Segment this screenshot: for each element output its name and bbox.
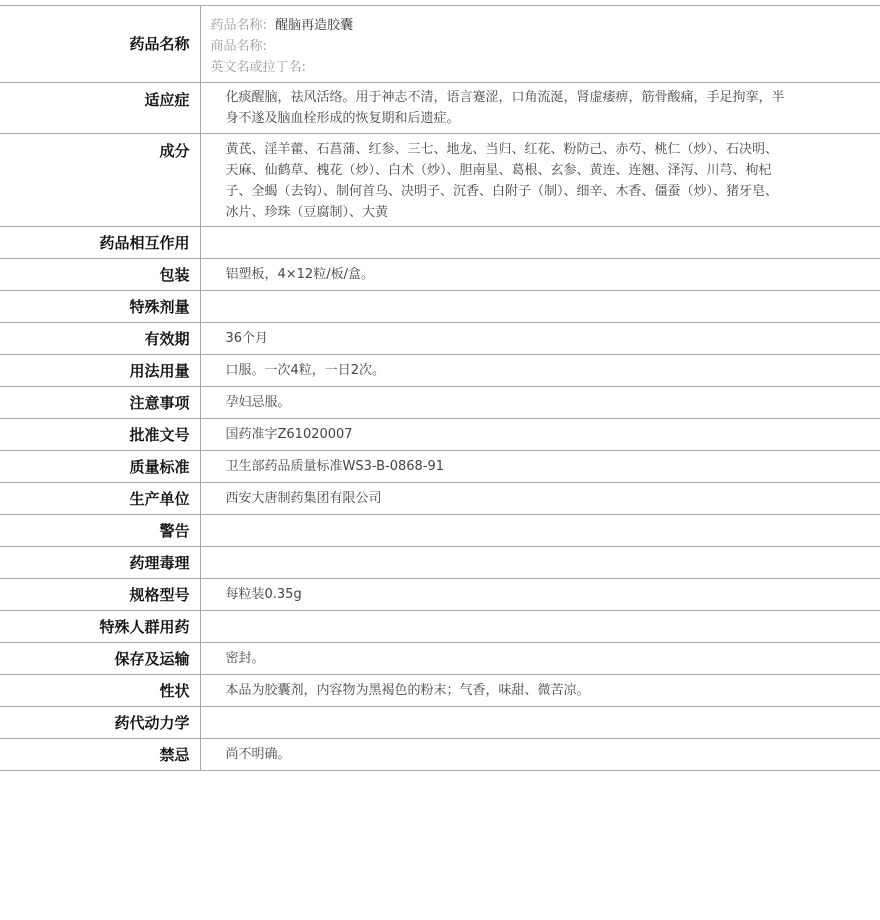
row-label: 药理毒理 bbox=[0, 547, 200, 579]
row-contraindications bbox=[0, 739, 880, 771]
row-description bbox=[0, 675, 880, 707]
row-pharmacokinetics bbox=[0, 707, 880, 739]
row-label: 特殊剂量 bbox=[0, 291, 200, 323]
english-name-line bbox=[211, 57, 789, 78]
row-shelf-life bbox=[0, 323, 880, 355]
row-value bbox=[200, 291, 880, 323]
row-special-dosage bbox=[0, 291, 880, 323]
row-value: 西安大唐制药集团有限公司 bbox=[200, 483, 880, 515]
row-value: 本品为胶囊剂，内容物为黑褐色的粉末；气香，味甜、微苦凉。 bbox=[200, 675, 880, 707]
row-value bbox=[200, 547, 880, 579]
row-value: 36个月 bbox=[200, 323, 880, 355]
row-ingredients bbox=[0, 134, 880, 227]
row-packaging bbox=[0, 259, 880, 291]
row-value: 卫生部药品质量标准WS3-B-0868-91 bbox=[200, 451, 880, 483]
row-value bbox=[200, 611, 880, 643]
row-label: 注意事项 bbox=[0, 387, 200, 419]
row-pharmacology-toxicology bbox=[0, 547, 880, 579]
row-label: 有效期 bbox=[0, 323, 200, 355]
row-label: 用法用量 bbox=[0, 355, 200, 387]
row-value: 口服。一次4粒，一日2次。 bbox=[200, 355, 880, 387]
row-value bbox=[200, 707, 880, 739]
row-interactions bbox=[0, 227, 880, 259]
row-label: 规格型号 bbox=[0, 579, 200, 611]
row-label: 生产单位 bbox=[0, 483, 200, 515]
row-value: 孕妇忌服。 bbox=[200, 387, 880, 419]
drug-name-key: 药品名称: bbox=[210, 18, 267, 33]
drug-name-line bbox=[211, 15, 789, 36]
row-value: 化痰醒脑，祛风活络。用于神志不清，语言蹇涩，口角流涎，肾虚痿痹，筋骨酸痛，手足拘挛，半身不遂及脑血栓形成的恢复期和后遗症。 bbox=[200, 83, 880, 134]
trade-name-key: 商品名称: bbox=[210, 39, 267, 54]
drug-info-table bbox=[0, 5, 880, 771]
row-value: 每粒装0.35g bbox=[200, 579, 880, 611]
trade-name-line bbox=[211, 36, 789, 57]
row-storage-transport bbox=[0, 643, 880, 675]
row-label: 特殊人群用药 bbox=[0, 611, 200, 643]
row-label: 警告 bbox=[0, 515, 200, 547]
row-value: 黄芪、淫羊藿、石菖蒲、红参、三七、地龙、当归、红花、粉防己、赤芍、桃仁（炒）、石决明、天麻、仙鹤草、槐花（炒）、白术（炒）、胆南星、葛根、玄参、黄连、连翘、泽泻、川芎、枸杞子、全蝎（去钩）、制何首乌、决明子、沉香、白附子（制）、细辛、木香、僵蚕（炒）、猪牙皂、冰片、珍珠（豆腐制）、大黄 bbox=[200, 134, 880, 227]
row-label: 性状 bbox=[0, 675, 200, 707]
row-label: 药代动力学 bbox=[0, 707, 200, 739]
row-warning bbox=[0, 515, 880, 547]
row-label: 禁忌 bbox=[0, 739, 200, 771]
row-manufacturer bbox=[0, 483, 880, 515]
row-label: 成分 bbox=[0, 134, 200, 227]
row-approval-number bbox=[0, 419, 880, 451]
row-quality-standard bbox=[0, 451, 880, 483]
row-label: 保存及运输 bbox=[0, 643, 200, 675]
row-usage-dosage bbox=[0, 355, 880, 387]
drug-name-value: 醒脑再造胶囊 bbox=[275, 18, 354, 33]
row-label: 适应症 bbox=[0, 83, 200, 134]
row-value bbox=[200, 515, 880, 547]
row-value bbox=[200, 227, 880, 259]
row-value: 尚不明确。 bbox=[200, 739, 880, 771]
row-indications bbox=[0, 83, 880, 134]
row-specification bbox=[0, 579, 880, 611]
row-value: 铝塑板，4×12粒/板/盒。 bbox=[200, 259, 880, 291]
row-label: 批准文号 bbox=[0, 419, 200, 451]
row-label: 质量标准 bbox=[0, 451, 200, 483]
row-value: 国药准字Z61020007 bbox=[200, 419, 880, 451]
row-label: 包装 bbox=[0, 259, 200, 291]
row-value: 密封。 bbox=[200, 643, 880, 675]
row-label: 药品名称 bbox=[0, 6, 200, 83]
name-values bbox=[200, 6, 880, 83]
row-label: 药品相互作用 bbox=[0, 227, 200, 259]
row-special-populations bbox=[0, 611, 880, 643]
row-drug-name bbox=[0, 6, 880, 83]
english-name-key: 英文名或拉丁名: bbox=[210, 60, 306, 75]
row-precautions bbox=[0, 387, 880, 419]
